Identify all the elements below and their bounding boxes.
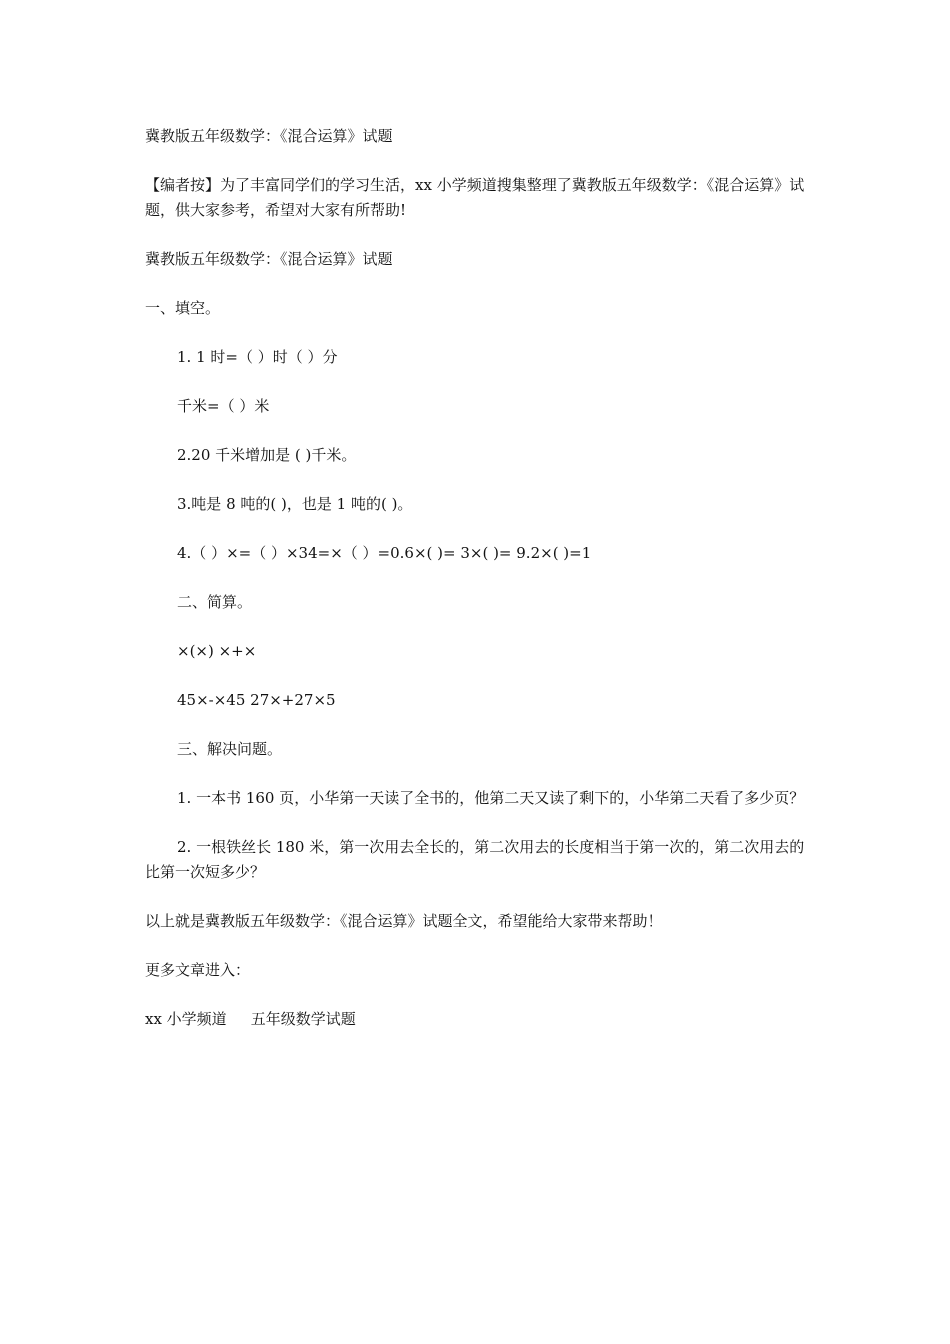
closing-text: 以上就是冀教版五年级数学：《混合运算》试题全文，希望能给大家带来帮助！ bbox=[145, 912, 663, 930]
link-grade5-math-tests[interactable]: 五年级数学试题 bbox=[250, 1010, 356, 1028]
more-articles-label: 更多文章进入： bbox=[145, 961, 251, 979]
calc-line-2: 45×-×45 27×+27×5 bbox=[177, 691, 336, 709]
question-1-time: 1. 1 时=（ ）时（ ）分 bbox=[177, 348, 338, 366]
document-title: 冀教版五年级数学：《混合运算》试题 bbox=[145, 127, 393, 145]
question-2: 2.20 千米增加是 ( )千米。 bbox=[177, 446, 357, 464]
section-problem-heading: 三、解决问题。 bbox=[177, 740, 283, 758]
problem-2: 2. 一根铁丝长 180 米，第一次用去全长的，第二次用去的长度相当于第一次的，第二次用去的比第一次短多少？ bbox=[145, 838, 805, 881]
question-3: 3.吨是 8 吨的( )，也是 1 吨的( )。 bbox=[177, 495, 413, 513]
calc-line-1: ×(×) ×+× bbox=[177, 642, 257, 660]
question-1-length: 千米=（ ）米 bbox=[177, 397, 270, 415]
section-simplify-heading: 二、简算。 bbox=[177, 593, 253, 611]
editor-note: 【编者按】为了丰富同学们的学习生活，xx 小学频道搜集整理了冀教版五年级数学：《混合运算》试题，供大家参考，希望对大家有所帮助! bbox=[145, 176, 805, 219]
document-body bbox=[145, 124, 810, 1032]
question-4: 4.（ ）×=（ ）×34=×（ ）=0.6×( )= 3×( )= 9.2×( )=1 bbox=[177, 544, 592, 562]
section-fill-blank-heading: 一、填空。 bbox=[145, 299, 221, 317]
document-subtitle: 冀教版五年级数学：《混合运算》试题 bbox=[145, 250, 393, 268]
link-primary-channel[interactable]: xx 小学频道 bbox=[145, 1010, 227, 1028]
problem-1: 1. 一本书 160 页，小华第一天读了全书的，他第二天又读了剩下的，小华第二天看了多少页？ bbox=[177, 789, 805, 807]
related-links bbox=[145, 1007, 810, 1032]
